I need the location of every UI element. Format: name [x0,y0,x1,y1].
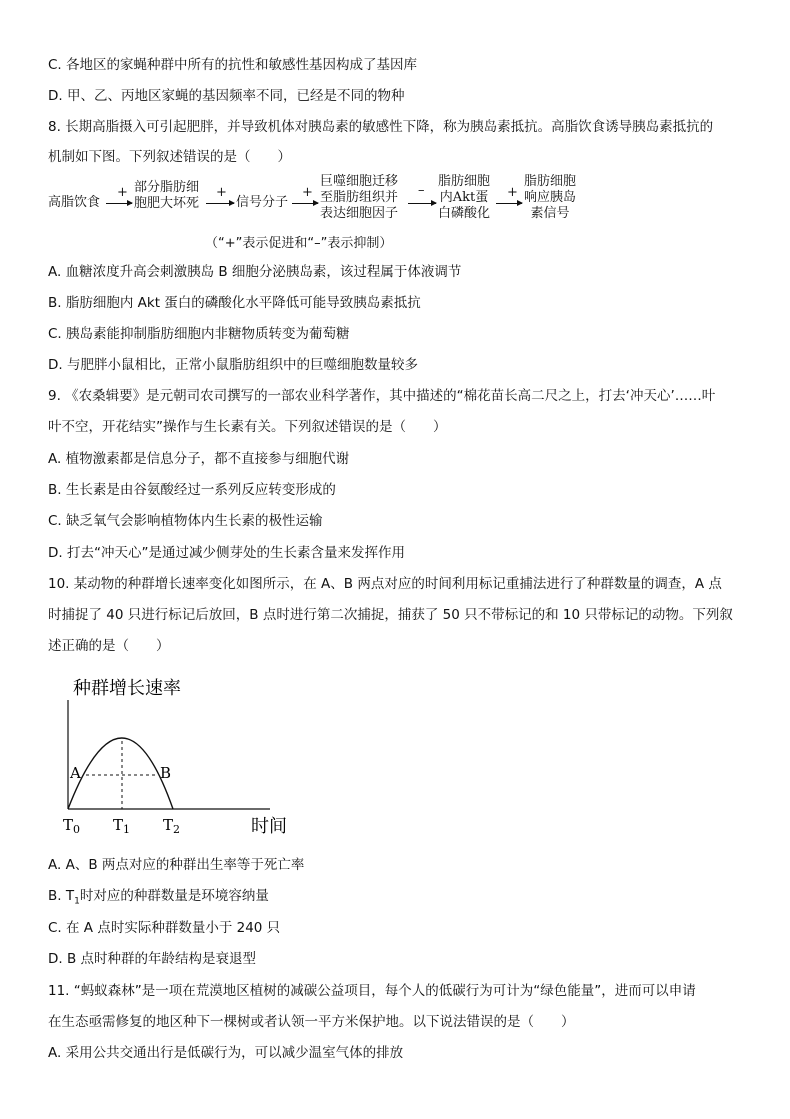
flow-arrow-3 [292,203,318,204]
growth-rate-curve [68,738,173,809]
option-11a: A. 采用公共交通出行是低碳行为，可以减少温室气体的排放 [48,1045,404,1061]
question-10-line1: 10. 某动物的种群增长速率变化如图所示，在 A、B 两点对应的时间利用标记重捕法进行了种群数量的调查，A 点 [48,576,722,592]
option-7c: C. 各地区的家蝇种群中所有的抗性和敏感性基因构成了基因库 [48,57,418,73]
tick-t1-main: T [113,816,124,834]
option-9d: D. 打去“冲天心”是通过减少侧芽处的生长素含量来发挥作用 [48,545,405,561]
flow-node-insulin-response [524,174,576,222]
option-10c: C. 在 A 点时实际种群数量小于 240 只 [48,920,281,936]
flow-node-adipocyte-necrosis-l1: 部分脂肪细 [134,180,200,195]
option-8a: A. 血糖浓度升高会刺激胰岛 B 细胞分泌胰岛素，该过程属于体液调节 [48,264,462,280]
option-10a: A. A、B 两点对应的种群出生率等于死亡率 [48,857,305,873]
graph-ylabel: 种群增长速率 [73,678,181,699]
tick-t0-sub: 0 [73,823,81,836]
flow-node-akt-l2: 内Akt蛋 [439,190,489,205]
question-8-line2: 机制如下图。下列叙述错误的是（ ） [48,149,291,165]
option-10b-post: 时对应的种群数量是环境容纳量 [79,888,269,904]
tick-t1-sub: 1 [123,823,131,836]
flow-node-macrophage-l1: 巨噬细胞迁移 [320,174,399,189]
flow-plus-3: + [302,185,313,200]
flow-plus-2: + [216,185,227,200]
flow-node-insulin-l3: 素信号 [530,206,570,221]
flow-node-akt-l1: 脂肪细胞 [438,174,491,189]
tick-t0 [63,816,80,836]
option-9c: C. 缺乏氧气会影响植物体内生长素的极性运输 [48,513,323,529]
flow-arrow-2 [206,203,234,204]
flow-node-adipocyte-necrosis [134,180,199,212]
tick-t0-main: T [63,816,74,834]
flow-arrow-4 [408,203,436,204]
option-9a: A. 植物激素都是信息分子，都不直接参与细胞代谢 [48,451,350,467]
flow-arrow-5 [496,203,522,204]
question-11-line1: 11. “蚂蚁森林”是一项在荒漠地区植树的减碳公益项目，每个人的低碳行为可计为“绿色能量”，进而可以申请 [48,983,696,999]
question-10-line2: 时捕捉了 40 只进行标记后放回，B 点时进行第二次捕捉，捕获了 50 只不带标记的和 10 只带标记的动物。下列叙 [48,607,733,623]
option-10d: D. B 点时种群的年龄结构是衰退型 [48,951,257,967]
option-10b-sub: 1 [74,896,80,907]
flow-plus-4: + [507,185,518,200]
flow-node-signal-molecule: 信号分子 [236,195,289,210]
question-11-line2: 在生态亟需修复的地区种下一棵树或者认领一平方米保护地。以下说法错误的是（ ） [48,1014,575,1030]
mechanism-flowchart [40,174,760,230]
flow-node-adipocyte-necrosis-l2: 胞肥大坏死 [134,196,200,211]
tick-t2-sub: 2 [173,823,181,836]
flow-plus-1: + [117,185,128,200]
question-8-line1: 8. 长期高脂摄入可引起肥胖，并导致机体对胰岛素的敏感性下降，称为胰岛素抵抗。高脂饮食诱导胰岛素抵抗的 [48,119,714,135]
tick-t2 [163,816,180,836]
growth-rate-graph [55,672,315,842]
option-8d: D. 与肥胖小鼠相比，正常小鼠脂肪组织中的巨噬细胞数量较多 [48,357,418,373]
graph-xlabel: 时间 [251,816,287,837]
option-8c: C. 胰岛素能抑制脂肪细胞内非糖物质转变为葡萄糖 [48,326,350,342]
flow-arrow-1 [106,203,132,204]
flow-node-macrophage-l3: 表达细胞因子 [320,206,399,221]
question-9-line2: 叶不空，开花结实”操作与生长素有关。下列叙述错误的是（ ） [48,419,447,435]
flow-node-high-fat-diet: 高脂饮食 [48,195,101,210]
flow-node-macrophage-l2: 至脂肪组织并 [320,190,399,205]
option-7d: D. 甲、乙、丙地区家蝇的基因频率不同，已经是不同的物种 [48,88,405,104]
point-a-label: A [70,764,81,782]
question-9-line1: 9. 《农桑辑要》是元朝司农司撰写的一部农业科学著作，其中描述的“棉花苗长高二尺之上，打去‘冲天心’……叶 [48,388,716,404]
option-8b: B. 脂肪细胞内 Akt 蛋白的磷酸化水平降低可能导致胰岛素抵抗 [48,295,421,311]
flow-node-akt-l3: 白磷酸化 [438,206,491,221]
flowchart-legend-note: （“+”表示促进和“–”表示抑制） [205,236,393,251]
flow-node-akt-phosphorylation [438,174,490,222]
option-10b-pre: B. T [48,888,75,904]
point-b-label: B [160,764,172,782]
option-10b [48,886,269,912]
tick-t1 [113,816,130,836]
flow-node-insulin-l2: 响应胰岛 [524,190,577,205]
flow-minus: – [418,183,425,198]
question-10-line3: 述正确的是（ ） [48,638,170,654]
tick-t2-main: T [163,816,174,834]
flow-node-macrophage [320,174,398,222]
flow-node-insulin-l1: 脂肪细胞 [524,174,577,189]
option-9b: B. 生长素是由谷氨酸经过一系列反应转变形成的 [48,482,336,498]
